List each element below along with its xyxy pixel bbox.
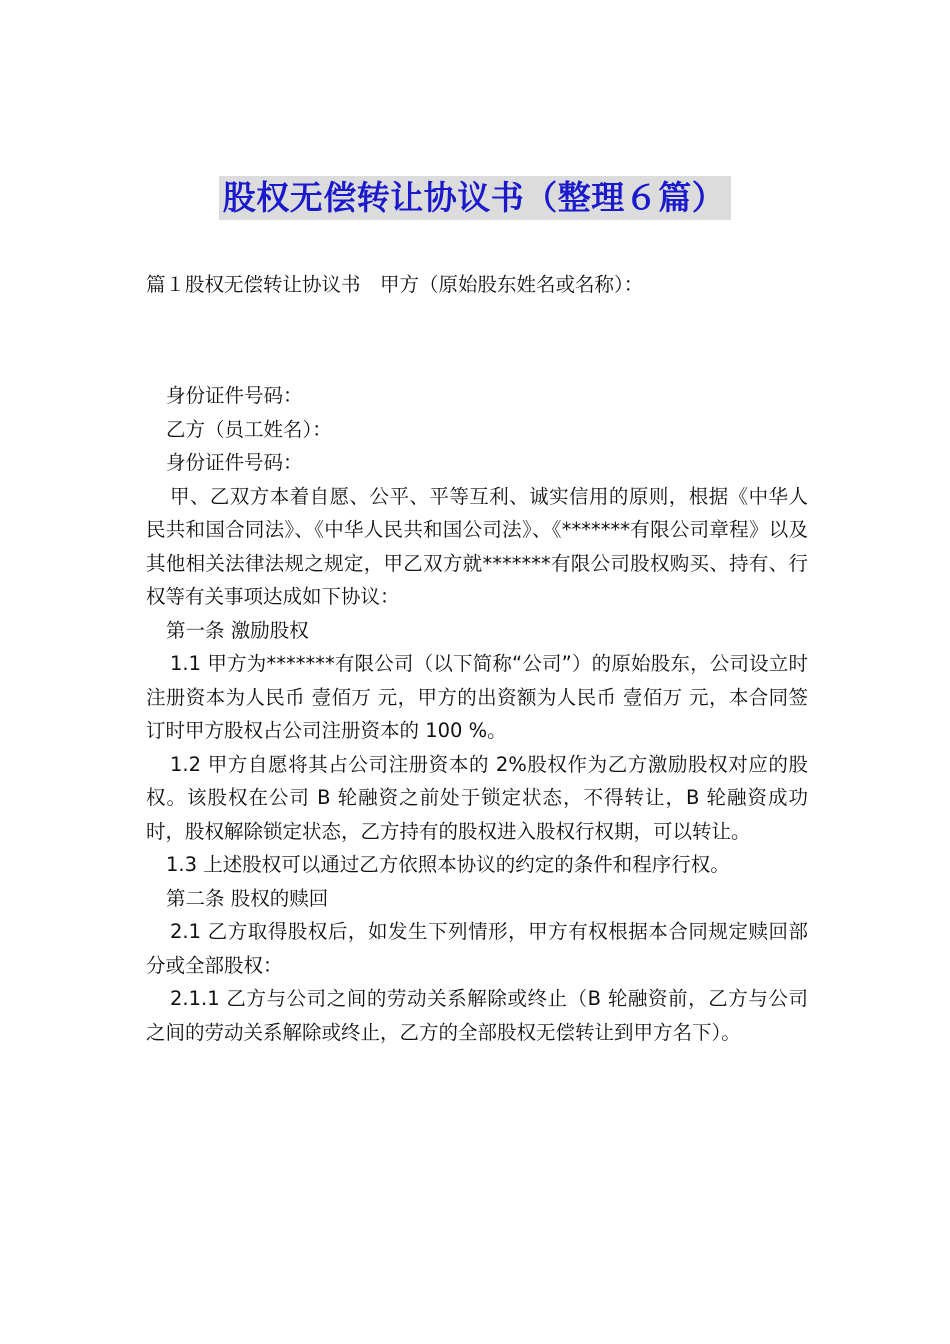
paragraph-article-1-heading: 第一条 激励股权 — [166, 618, 309, 642]
paragraph-clause-1-1: 1.1 甲方为*******有限公司（以下简称“公司”）的原始股东，公司设立时注册资本为人民币 壹佰万 元，甲方的出资额为人民币 壹佰万 元，本合同签订时甲方股权占公司注册资本的 100 %。 — [146, 652, 808, 742]
paragraph-clause-2-1-1: 2.1.1 乙方与公司之间的劳动关系解除或终止（B 轮融资前，乙方与公司之间的劳动关系解除或终止，乙方的全部股权无偿转让到甲方名下）。 — [146, 987, 808, 1044]
document-body — [146, 379, 808, 1049]
section-heading-line: 篇１股权无偿转让协议书 甲方（原始股东姓名或名称）： — [146, 273, 644, 296]
paragraph-party-b: 乙方（员工姓名）： — [166, 417, 332, 441]
paragraph-id-number-b: 身份证件号码： — [166, 451, 303, 474]
paragraph-preamble: 甲、乙双方本着自愿、公平、平等互利、诚实信用的原则，根据《中华人民共和国合同法》、《中华人民共和国公司法》、《*******有限公司章程》以及其他相关法律法规之规定，甲乙双方就*******有限公司股权购买、持有、行权等有关事项达成如下协议： — [146, 484, 808, 608]
title-container — [0, 176, 950, 220]
paragraph-clause-1-2: 1.2 甲方自愿将其占公司注册资本的 2%股权作为乙方激励股权对应的股权。该股权在公司 B 轮融资之前处于锁定状态，不得转让，B 轮融资成功时，股权解除锁定状态，乙方持有的股权进入股权行权期，可以转让。 — [146, 752, 808, 843]
paragraph-clause-2-1: 2.1 乙方取得股权后，如发生下列情形，甲方有权根据本合同规定赎回部分或全部股权： — [146, 920, 808, 977]
document-title: 股权无偿转让协议书（整理６篇） — [219, 176, 732, 220]
paragraph-article-2-heading: 第二条 股权的赎回 — [166, 886, 329, 910]
paragraph-id-number-a: 身份证件号码： — [166, 384, 303, 407]
paragraph-clause-1-3: 1.3 上述股权可以通过乙方依照本协议的约定的条件和程序行权。 — [166, 853, 730, 876]
